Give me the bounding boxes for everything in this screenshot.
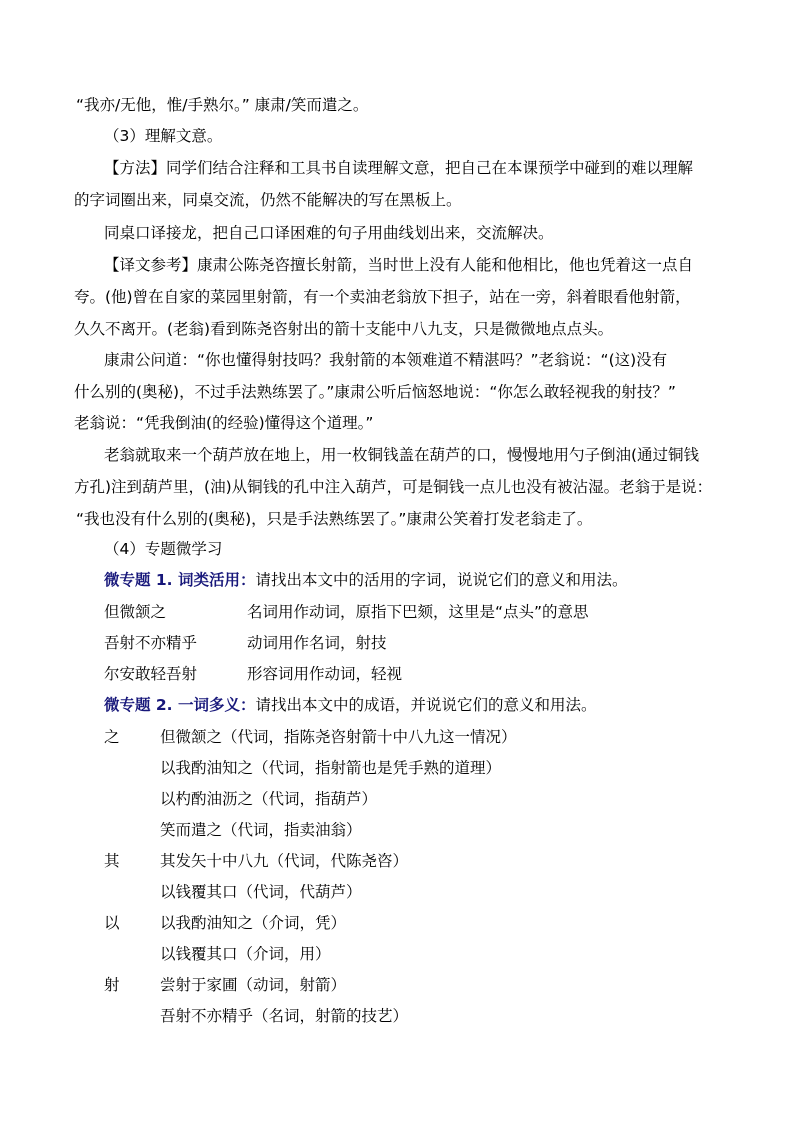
duoyi-use: 吾射不亦精乎（名词，射箭的技艺） [160, 1007, 409, 1025]
duoyi-use: 笑而遣之（代词，指卖油翁） [160, 821, 362, 839]
duoyi-word: 射 [104, 976, 120, 994]
topic-2-label: 微专题 2. 一词多义： [104, 696, 256, 714]
section-4-heading: （4）专题微学习 [104, 540, 223, 558]
translation-line-1: 【译文参考】康肃公陈尧咨擅长射箭，当时世上没有人能和他相比，他也凭着这一点自 [104, 256, 694, 274]
translation-line-6: 老翁说：“凭我倒油(的经验)懂得这个道理。” [74, 414, 374, 432]
huolei-desc: 名词用作动词，原指下巴颏，这里是“点头”的意思 [247, 603, 589, 621]
duoyi-use: 以钱覆其口（介词，用） [160, 945, 331, 963]
duoyi-use: 但微颔之（代词，指陈尧咨射箭十中八九这一情况） [160, 728, 517, 746]
huolei-desc: 形容词用作动词，轻视 [247, 665, 403, 683]
translation-line-9: “我也没有什么别的(奥秘)，只是手法熟练罢了。”康肃公笑着打发老翁走了。 [76, 510, 593, 528]
duoyi-use: 以杓酌油沥之（代词，指葫芦） [160, 790, 378, 808]
translation-line-3: 久久不离开。(老翁)看到陈尧咨射出的箭十支能中八九支，只是微微地点点头。 [74, 320, 614, 338]
method-paragraph-line-2: 的字词圈出来，同桌交流，仍然不能解决的写在黑板上。 [74, 191, 462, 209]
huolei-term: 吾射不亦精乎 [104, 634, 198, 652]
translation-label: 【译文参考】 [104, 256, 198, 274]
translation-line-5: 什么别的(奥秘)，不过手法熟练罢了。”康肃公听后恼怒地说：“你怎么敢轻视我的射技？” [74, 383, 676, 401]
translation-line-8: 方孔)注到葫芦里，(油)从铜钱的孔中注入葫芦，可是铜钱一点儿也没有被沾湿。老翁于是说： [74, 478, 713, 496]
duoyi-use: 其发矢十中八九（代词，代陈尧咨） [160, 852, 409, 870]
duoyi-word: 之 [104, 728, 120, 746]
topic-1-label: 微专题 1. 词类活用： [104, 571, 256, 589]
quote-line: “我亦/无他，惟/手熟尔。” 康肃/笑而遣之。 [76, 96, 369, 114]
duoyi-use: 尝射于家圃（动词，射箭） [160, 976, 347, 994]
translation-line-4: 康肃公问道：“你也懂得射技吗？我射箭的本领难道不精湛吗？”老翁说：“(这)没有 [104, 351, 668, 369]
huolei-term: 但微颔之 [104, 603, 167, 621]
duoyi-use: 以钱覆其口（代词，代葫芦） [160, 883, 362, 901]
method-paragraph-line-1: 【方法】同学们结合注释和工具书自读理解文意，把自己在本课预学中碰到的难以理解 [104, 159, 694, 177]
duoyi-word: 以 [104, 914, 120, 932]
duoyi-word: 其 [104, 852, 120, 870]
topic-1-heading: 微专题 1. 词类活用：请找出本文中的活用的字词，说说它们的意义和用法。 [104, 571, 628, 589]
translation-line-2: 夸。(他)曾在自家的菜园里射箭，有一个卖油老翁放下担子，站在一旁，斜着眼看他射箭， [74, 288, 691, 306]
huolei-term: 尔安敢轻吾射 [104, 665, 198, 683]
method-label: 【方法】 [104, 159, 167, 177]
topic-2-heading: 微专题 2. 一词多义：请找出本文中的成语，并说说它们的意义和用法。 [104, 696, 597, 714]
section-3-heading: （3）理解文意。 [104, 127, 223, 145]
translation-line-7: 老翁就取来一个葫芦放在地上，用一枚铜钱盖在葫芦的口，慢慢地用勺子倒油(通过铜钱 [104, 446, 700, 464]
duoyi-use: 以我酌油知之（介词，凭） [160, 914, 347, 932]
huolei-desc: 动词用作名词，射技 [247, 634, 387, 652]
pair-translation-paragraph: 同桌口译接龙，把自己口译困难的句子用曲线划出来，交流解决。 [104, 224, 554, 242]
duoyi-use: 以我酌油知之（代词，指射箭也是凭手熟的道理） [160, 759, 502, 777]
